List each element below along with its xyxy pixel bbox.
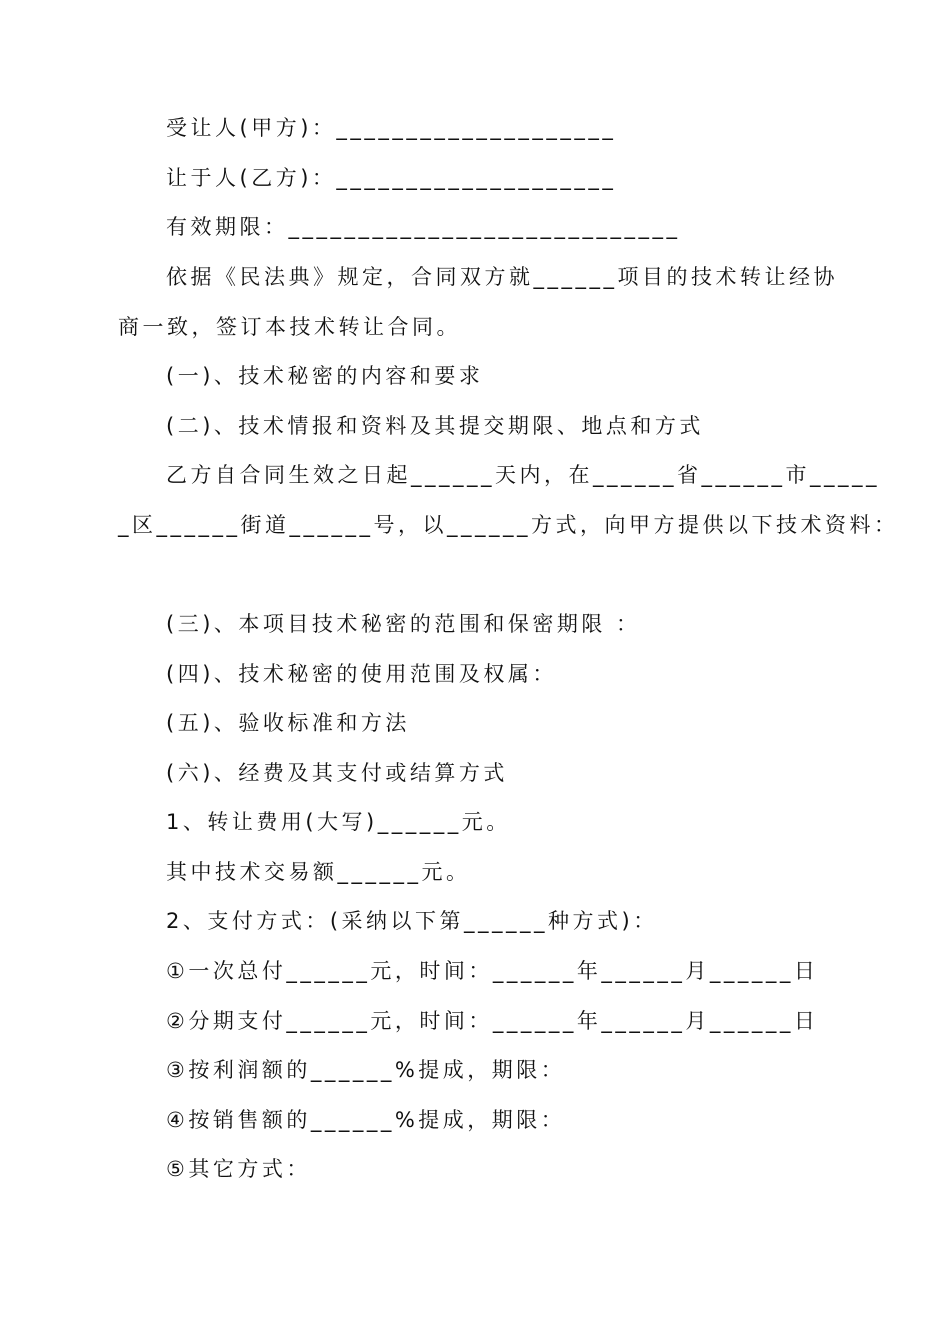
transfer-fee-line: 1、转让费用(大写)______元。 (166, 810, 511, 834)
party-b-line: 让于人(乙方)：____________________ (166, 166, 617, 190)
section-5-heading: (五)、验收标准和方法 (166, 711, 410, 735)
section-3-heading: (三)、本项目技术秘密的范围和保密期限 ： (166, 612, 641, 636)
intro-paragraph-line-2: 商一致，签订本技术转让合同。 (118, 315, 461, 339)
delivery-paragraph-line-2: _区______街道______号，以______方式，向甲方提供以下技术资料： (118, 513, 899, 537)
section-1-heading: (一)、技术秘密的内容和要求 (166, 364, 484, 388)
payment-option-3: ③按利润额的______%提成，期限： (166, 1058, 566, 1082)
payment-option-5: ⑤其它方式： (166, 1157, 311, 1181)
delivery-paragraph-line-1: 乙方自合同生效之日起______天内，在______省______市_____ (166, 463, 880, 487)
validity-period-line: 有效期限：____________________________ (166, 215, 681, 239)
payment-option-4: ④按销售额的______%提成，期限： (166, 1108, 566, 1132)
intro-paragraph-line-1: 依据《民法典》规定，合同双方就______项目的技术转让经协 (166, 265, 838, 289)
section-2-heading: (二)、技术情报和资料及其提交期限、地点和方式 (166, 414, 704, 438)
party-a-line: 受让人(甲方)：____________________ (166, 116, 617, 140)
section-6-heading: (六)、经费及其支付或结算方式 (166, 761, 508, 785)
payment-method-line: 2、支付方式：(采纳以下第______种方式)： (166, 909, 658, 933)
payment-option-1: ①一次总付______元，时间：______年______月______日 (166, 959, 819, 983)
payment-option-2: ②分期支付______元，时间：______年______月______日 (166, 1009, 819, 1033)
transaction-amount-line: 其中技术交易额______元。 (166, 860, 471, 884)
section-4-heading: (四)、技术秘密的使用范围及权属： (166, 662, 557, 686)
